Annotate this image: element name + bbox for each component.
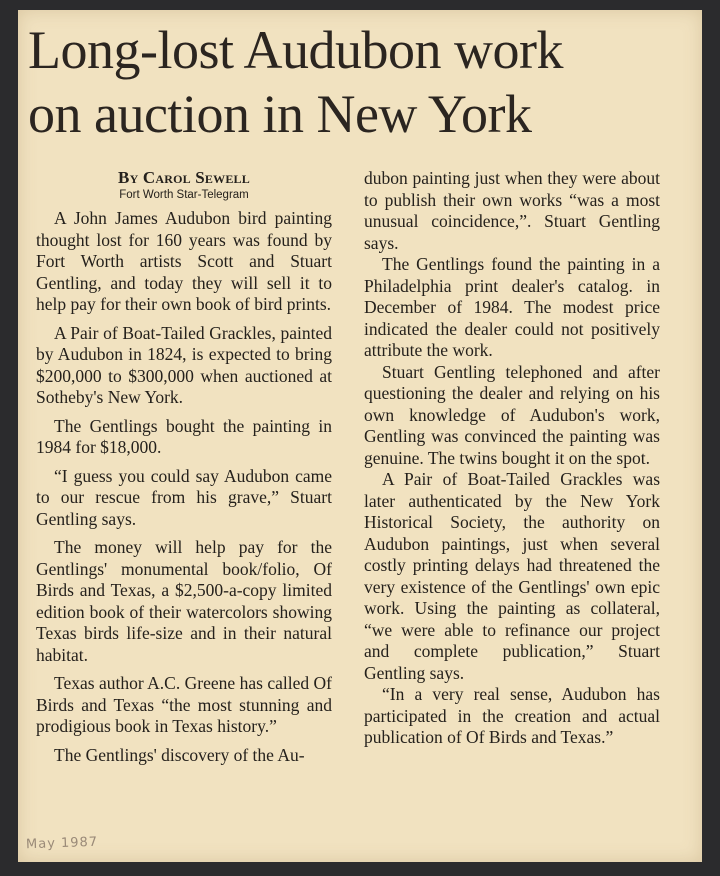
paragraph: A Pair of Boat-Tailed Grackles was later authenticated by the New York Historical Society, the authority on Audubon paintings, just when several costly printing delays had threatened the very existence of the Gentlings' own epic work. Using the painting as collateral, “we were able to refinance our project and complete publication,” Stuart Gentling says. [364,469,660,683]
paragraph: The Gentlings' discovery of the Au- [54,744,305,765]
handwritten-date-note: May 1987 [25,834,99,853]
paragraph: Texas author A.C. Greene has called Of Birds and Texas “the most stunning and prodigious book in Texas history.” [36,673,332,736]
headline-line-2: on auction in New York [28,84,532,144]
headline-line-1: Long-lost Audubon work [28,20,563,80]
paragraph: The Gentlings bought the painting in 1984 for $18,000. [36,415,332,457]
affiliation: Fort Worth Star-Telegram [119,189,249,201]
paragraph: A John James Audubon bird painting thought lost for 160 years was found by Fort Worth artists Scott and Stuart Gentling, and today they will sell it to help pay for their own book of bird prints. [36,208,332,314]
paragraph: “In a very real sense, Audubon has participated in the creation and actual publication of Of Birds and Texas.” [364,684,660,747]
headline [28,18,668,146]
paragraph: The Gentlings found the painting in a Philadelphia print dealer's catalog. in December of 1984. The modest price indicated the dealer could not positively attribute the work. [364,254,660,360]
article-column-left [36,168,332,773]
byline: By Carol Sewell [118,168,250,187]
paragraph: Stuart Gentling telephoned and after questioning the dealer and relying on his own knowledge of Audubon's work, Gentling was convinced the painting was genuine. The twins bought it on the spot. [364,361,660,468]
article-column-right [364,168,660,749]
paragraph: “I guess you could say Audubon came to our rescue from his grave,” Stuart Gentling says. [36,465,332,529]
paragraph: The money will help pay for the Gentlings' monumental book/folio, Of Birds and Texas, a $2,500-a-copy limited edition book of their watercolors showing Texas birds life-size and in their natural habitat. [36,537,332,665]
paragraph: dubon painting just when they were about to publish their own works “was a most unusual coincidence,”. Stuart Gentling says. [364,168,660,253]
paragraph: A Pair of Boat-Tailed Grackles, painted by Audubon in 1824, is expected to bring $200,000 to $300,000 when auctioned at Sotheby's New York. [36,322,332,407]
